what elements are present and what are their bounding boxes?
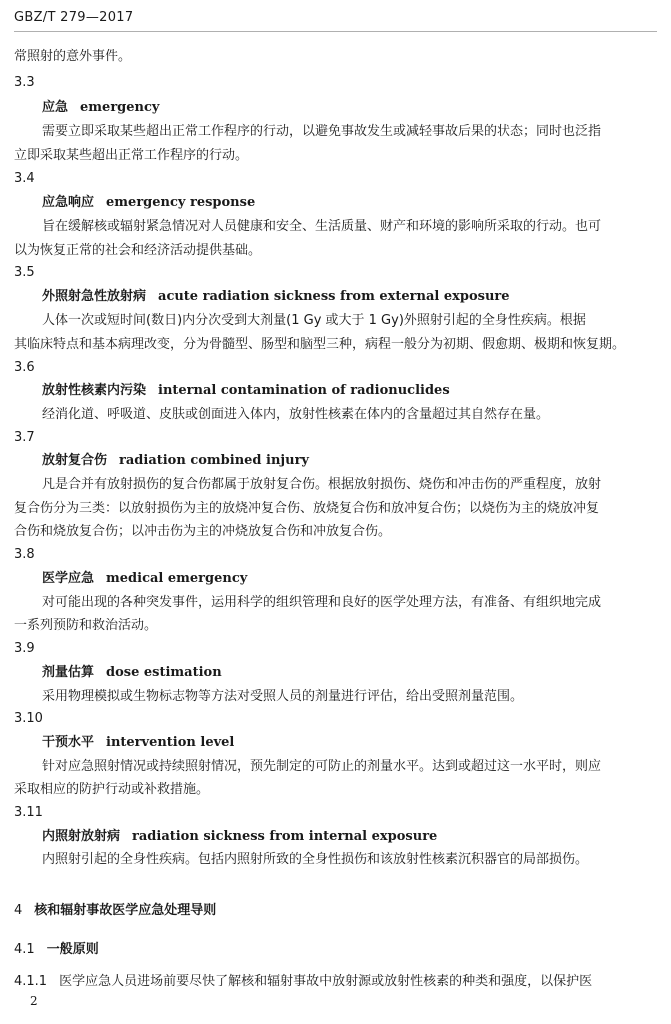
- def-term: [42, 664, 222, 682]
- term-en: emergency: [80, 100, 160, 115]
- standard-code: GBZ/T 279—2017: [14, 10, 134, 25]
- def-term: [42, 288, 510, 306]
- term-en: intervention level: [106, 735, 235, 750]
- term-zh: 内照射放射病: [42, 829, 121, 844]
- def-term: [42, 452, 309, 470]
- subsection-title: 一般原则: [46, 942, 99, 957]
- def-text-line: 其临床特点和基本病理改变，分为骨髓型、肠型和脑型三种，病程一般分为初期、假愈期、极期和恢复期。: [14, 337, 626, 352]
- def-term: [42, 734, 234, 752]
- term-en: dose estimation: [106, 665, 222, 680]
- def-text-line: 复合伤分为三类：以放射损伤为主的放烧冲复合伤、放烧复合伤和放冲复合伤；以烧伤为主的烧放冲复: [14, 501, 600, 516]
- def-number: 3.3: [14, 75, 35, 90]
- def-number: 3.4: [14, 171, 35, 186]
- term-zh: 干预水平: [42, 735, 95, 750]
- term-en: radiation sickness from internal exposure: [132, 829, 438, 844]
- def-number: 3.10: [14, 711, 43, 726]
- clause-text: 医学应急人员进场前要尽快了解核和辐射事故中放射源或放射性核素的种类和强度，以保护医: [59, 974, 593, 989]
- term-zh: 应急响应: [42, 195, 95, 210]
- term-zh: 剂量估算: [42, 665, 95, 680]
- term-en: acute radiation sickness from external exposure: [158, 289, 510, 304]
- def-text-line: 以为恢复正常的社会和经济活动提供基础。: [14, 243, 262, 258]
- term-zh: 放射性核素内污染: [42, 383, 147, 398]
- term-en: internal contamination of radionuclides: [158, 383, 450, 398]
- clause-line: [14, 973, 592, 991]
- section-heading: [14, 899, 216, 918]
- def-number: 3.5: [14, 265, 35, 280]
- term-zh: 外照射急性放射病: [42, 289, 147, 304]
- def-text-line: 人体一次或短时间(数日)内分次受到大剂量(1 Gy 或大于 1 Gy)外照射引起的全身性疾病。根据: [42, 313, 586, 328]
- term-zh: 医学应急: [42, 571, 95, 586]
- def-text-line: 经消化道、呼吸道、皮肤或创面进入体内，放射性核素在体内的含量超过其自然存在量。: [42, 407, 550, 422]
- def-term: [42, 99, 159, 117]
- def-text-line: 凡是合并有放射损伤的复合伤都属于放射复合伤。根据放射损伤、烧伤和冲击伤的严重程度，放射: [42, 477, 602, 492]
- page-number: 2: [30, 994, 38, 1008]
- def-text-line: 内照射引起的全身性疾病。包括内照射所致的全身性损伤和该放射性核素沉积器官的局部损伤。: [42, 852, 589, 867]
- def-number: 3.8: [14, 547, 35, 562]
- def-term: [42, 382, 450, 400]
- def-text-line: 旨在缓解核或辐射紧急情况对人员健康和安全、生活质量、财产和环境的影响所采取的行动。也可: [42, 219, 602, 234]
- subsection-number: 4.1: [14, 942, 35, 957]
- continuation-text: 常照射的意外事件。: [14, 49, 132, 64]
- def-text-line: 合伤和烧放复合伤；以冲击伤为主的冲烧放复合伤和冲放复合伤。: [14, 524, 392, 539]
- def-number: 3.7: [14, 430, 35, 445]
- def-text-line: 需要立即采取某些超出正常工作程序的行动，以避免事故发生或减轻事故后果的状态；同时也泛指: [42, 124, 602, 139]
- def-text-line: 立即采取某些超出正常工作程序的行动。: [14, 148, 249, 163]
- def-term: [42, 570, 247, 588]
- section-title: 核和辐射事故医学应急处理导则: [34, 903, 217, 918]
- def-term: [42, 828, 437, 846]
- subsection-heading: [14, 938, 99, 957]
- def-number: 3.11: [14, 805, 43, 820]
- term-zh: 放射复合伤: [42, 453, 108, 468]
- def-number: 3.6: [14, 360, 35, 375]
- header-divider: [14, 31, 657, 32]
- term-en: medical emergency: [106, 571, 248, 586]
- def-text-line: 采取相应的防护行动或补救措施。: [14, 782, 210, 797]
- def-term: [42, 194, 255, 212]
- term-en: emergency response: [106, 195, 256, 210]
- term-en: radiation combined injury: [119, 453, 309, 468]
- clause-number: 4.1.1: [14, 974, 48, 989]
- def-text-line: 采用物理模拟或生物标志物等方法对受照人员的剂量进行评估，给出受照剂量范围。: [42, 689, 524, 704]
- def-text-line: 一系列预防和救治活动。: [14, 618, 158, 633]
- term-zh: 应急: [42, 100, 69, 115]
- def-text-line: 对可能出现的各种突发事件，运用科学的组织管理和良好的医学处理方法，有准备、有组织地完成: [42, 595, 602, 610]
- def-text-line: 针对应急照射情况或持续照射情况，预先制定的可防止的剂量水平。达到或超过这一水平时，则应: [42, 759, 602, 774]
- section-number: 4: [14, 903, 23, 918]
- def-number: 3.9: [14, 641, 35, 656]
